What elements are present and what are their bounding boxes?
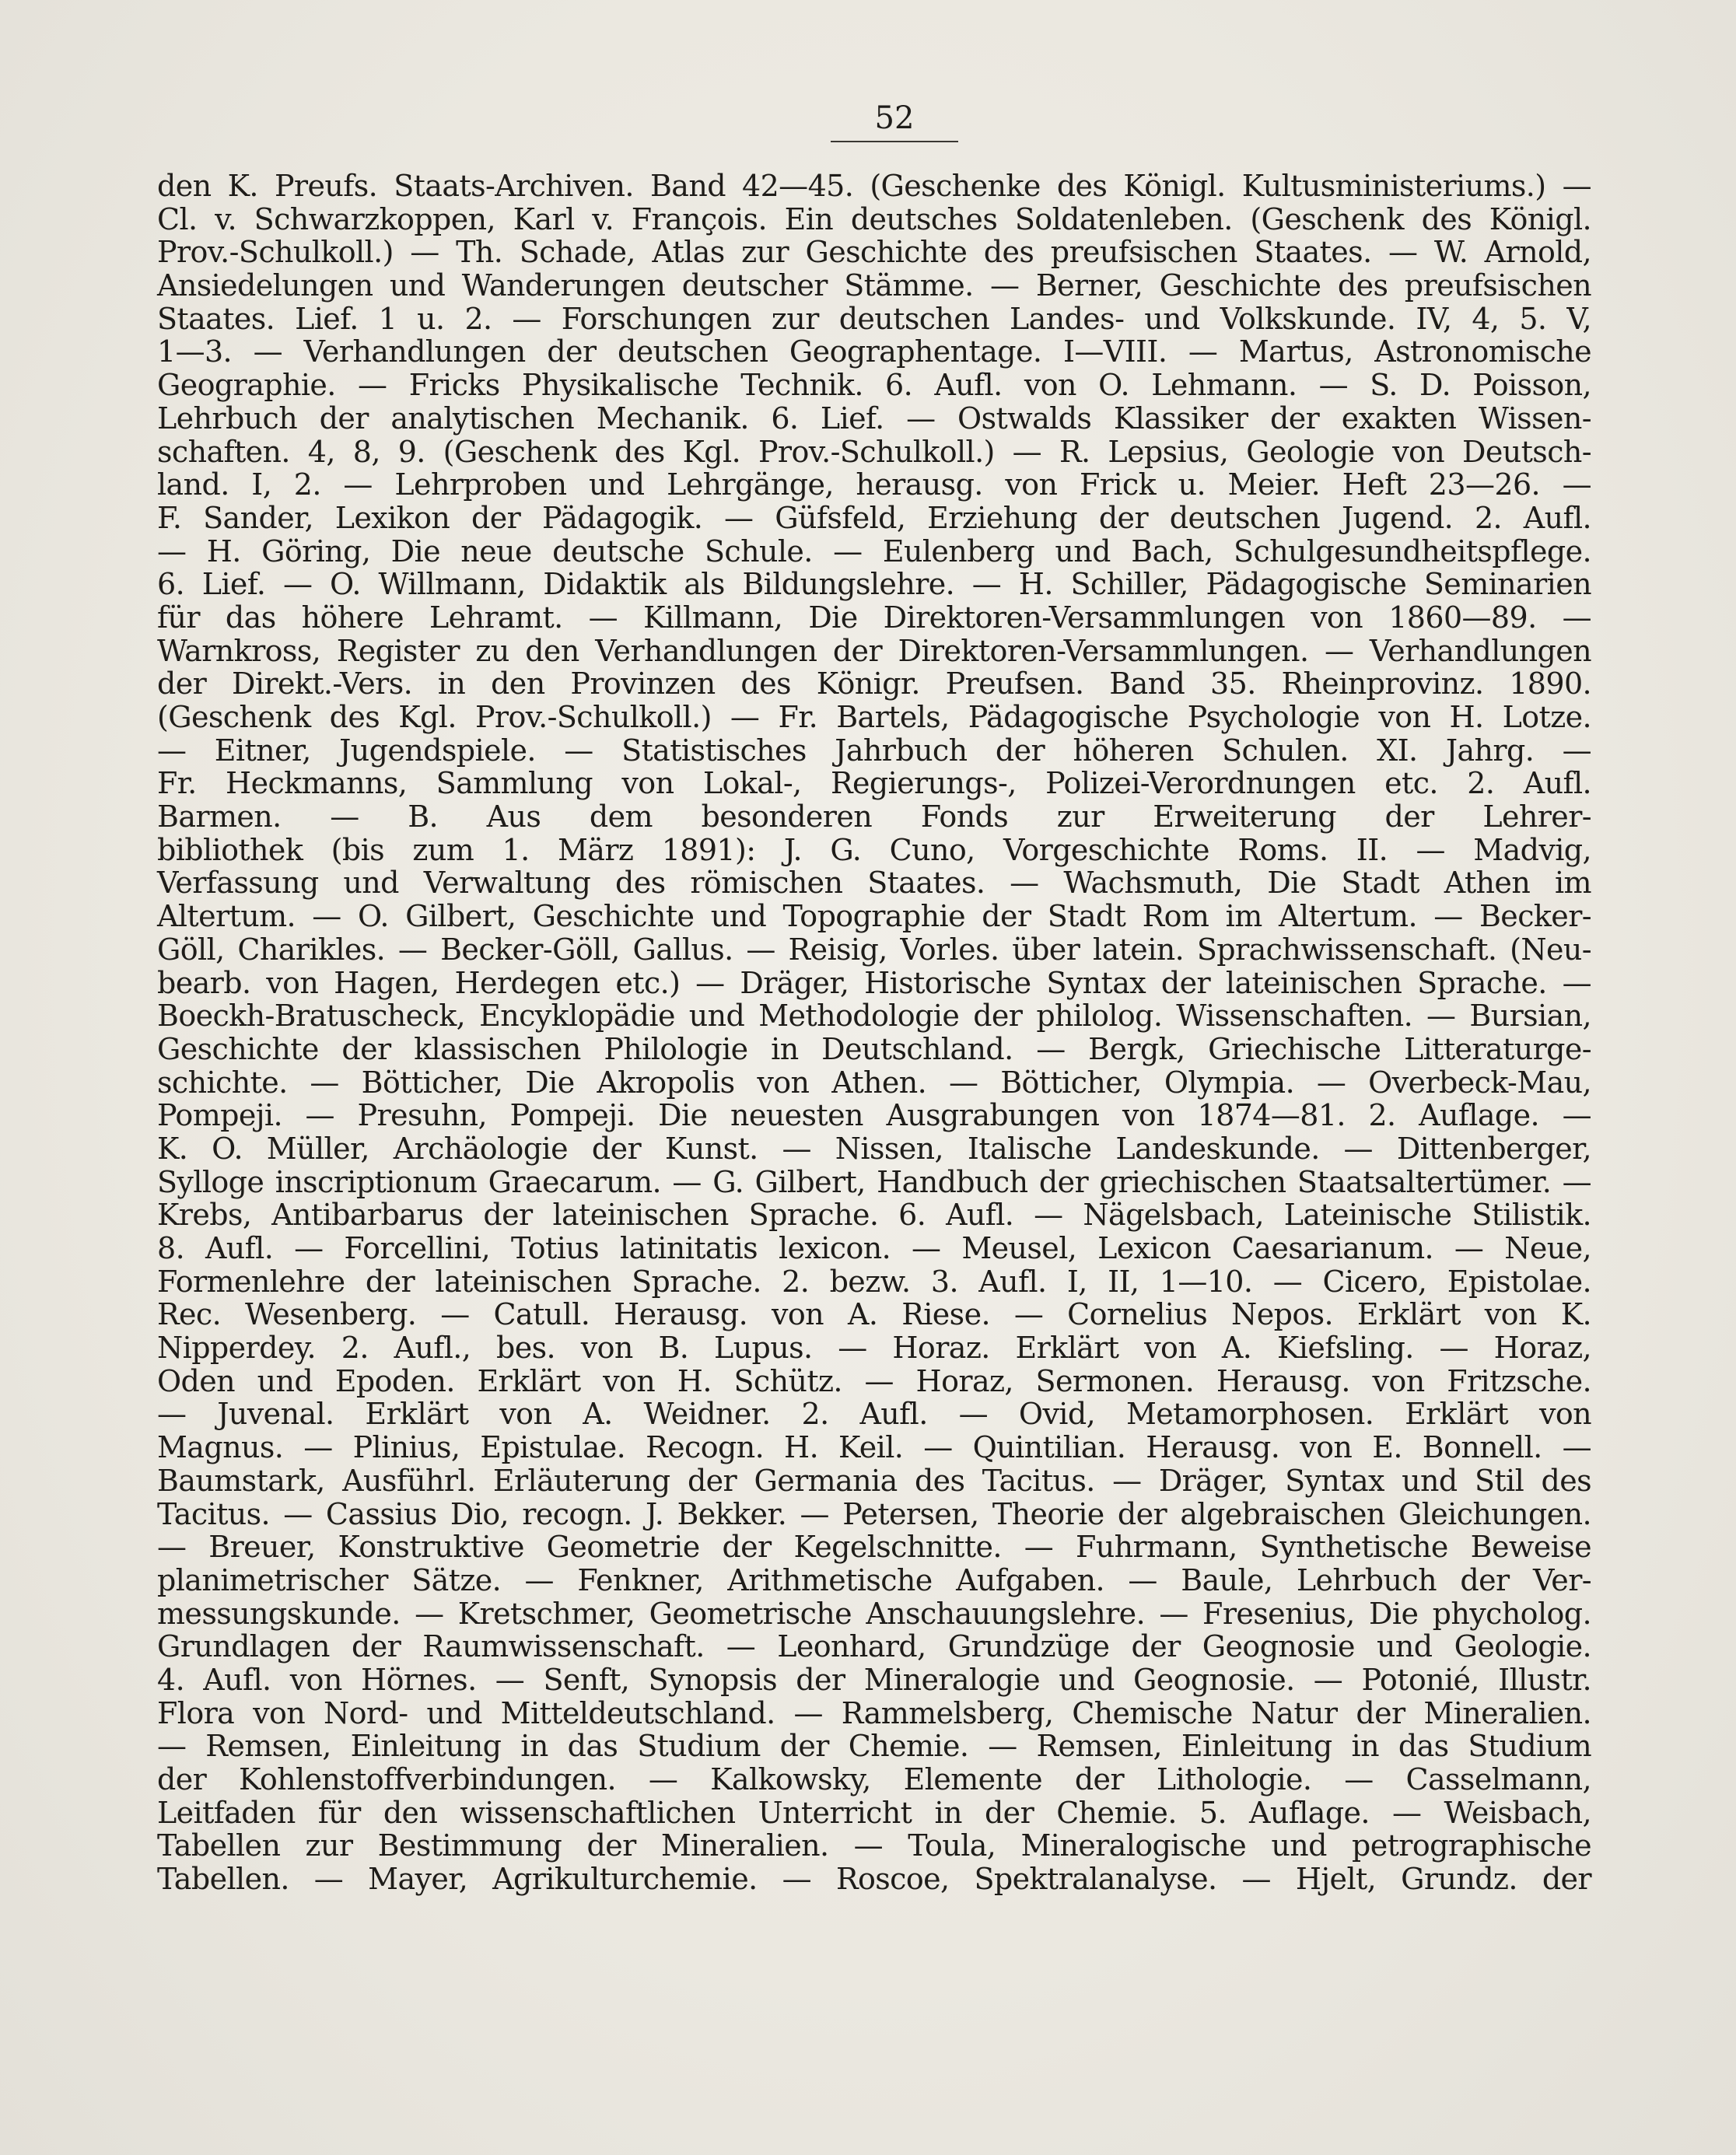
text-line: — Eitner, Jugendspiele. — Statistisches Jahrbuch der höheren Schulen. XI. Jahrg. — [157,733,1591,768]
text-line: Göll, Charikles. — Becker-Göll, Gallus. — Reisig, Vorles. über latein. Sprachwissenschaft. (Neu- [157,932,1591,967]
text-line: Leitfaden für den wissenschaftlichen Unterricht in der Chemie. 5. Auflage. — Weisbach, [157,1795,1591,1830]
text-line: Lehrbuch der analytischen Mechanik. 6. Lief. — Ostwalds Klassiker der exakten Wissen- [157,401,1591,436]
text-line: F. Sander, Lexikon der Pädagogik. — Güfsfeld, Erziehung der deutschen Jugend. 2. Aufl. [157,500,1591,535]
text-line: Grundlagen der Raumwissenschaft. — Leonhard, Grundzüge der Geognosie und Geologie. [157,1629,1591,1664]
text-line: Verfassung und Verwaltung des römischen Staates. — Wachsmuth, Die Stadt Athen im [157,866,1591,901]
text-line: K. O. Müller, Archäologie der Kunst. — Nissen, Italische Landeskunde. — Dittenberger, [157,1131,1591,1166]
text-line: Prov.-Schulkoll.) — Th. Schade, Atlas zur Geschichte des preufsischen Staates. — W. Arnold, [157,235,1591,270]
text-line: Oden und Epoden. Erklärt von H. Schütz. — Horaz, Sermonen. Herausg. von Fritzsche. [157,1363,1591,1398]
text-line: der Direkt.-Vers. in den Provinzen des Königr. Preufsen. Band 35. Rheinprovinz. 1890. [157,666,1591,701]
text-line: Geschichte der klassischen Philologie in Deutschland. — Bergk, Griechische Litteraturge- [157,1031,1591,1066]
text-line: Tabellen zur Bestimmung der Mineralien. — Toula, Mineralogische und petrographische [157,1828,1591,1863]
text-line: (Geschenk des Kgl. Prov.-Schulkoll.) — Fr. Bartels, Pädagogische Psychologie von H. Lotze. [157,700,1591,734]
text-line: Staates. Lief. 1 u. 2. — Forschungen zur deutschen Landes- und Volkskunde. IV, 4, 5. V, [157,301,1591,336]
text-line: Fr. Heckmanns, Sammlung von Lokal-, Regierungs-, Polizei-Verordnungen etc. 2. Aufl. [157,766,1591,801]
text-line: Pompeji. — Presuhn, Pompeji. Die neuesten Ausgrabungen von 1874—81. 2. Auflage. — [157,1098,1591,1133]
text-line: Tacitus. — Cassius Dio, recogn. J. Bekker. — Petersen, Theorie der algebraischen Gleichungen. [157,1496,1591,1531]
text-line: — Juvenal. Erklärt von A. Weidner. 2. Aufl. — Ovid, Metamorphosen. Erklärt von [157,1397,1591,1432]
text-line: schaften. 4, 8, 9. (Geschenk des Kgl. Prov.-Schulkoll.) — R. Lepsius, Geologie von Deutsch- [157,434,1591,469]
text-line: messungskunde. — Kretschmer, Geometrische Anschauungslehre. — Fresenius, Die phycholog. [157,1596,1591,1631]
text-line: schichte. — Bötticher, Die Akropolis von Athen. — Bötticher, Olympia. — Overbeck-Mau, [157,1065,1591,1100]
text-line: — Breuer, Konstruktive Geometrie der Kegelschnitte. — Fuhrmann, Synthetische Beweise [157,1530,1591,1565]
page-number: 52 [874,100,915,136]
text-line: land. I, 2. — Lehrproben und Lehrgänge, herausg. von Frick u. Meier. Heft 23—26. — [157,467,1591,502]
text-line: Barmen. — B. Aus dem besonderen Fonds zur Erweiterung der Lehrer- [157,799,1591,834]
text-line: 4. Aufl. von Hörnes. — Senft, Synopsis der Mineralogie und Geognosie. — Potonié, Illustr. [157,1662,1591,1697]
text-line: für das höhere Lehramt. — Killmann, Die Direktoren-Versammlungen von 1860—89. — [157,600,1591,635]
text-line: Tabellen. — Mayer, Agrikulturchemie. — Roscoe, Spektralanalyse. — Hjelt, Grundz. der [157,1862,1591,1897]
text-line: Ansiedelungen und Wanderungen deutscher Stämme. — Berner, Geschichte des preufsischen [157,268,1591,303]
text-line: Sylloge inscriptionum Graecarum. — G. Gilbert, Handbuch der griechischen Staatsaltertümer. — [157,1164,1591,1199]
text-line: — H. Göring, Die neue deutsche Schule. — Eulenberg und Bach, Schulgesundheitspflege. [157,534,1591,568]
text-line: Geographie. — Fricks Physikalische Technik. 6. Aufl. von O. Lehmann. — S. D. Poisson, [157,368,1591,403]
text-line: bearb. von Hagen, Herdegen etc.) — Dräger, Historische Syntax der lateinischen Sprache. — [157,965,1591,1000]
body-text [157,170,1591,1896]
text-line: Magnus. — Plinius, Epistulae. Recogn. H. Keil. — Quintilian. Herausg. von E. Bonnell. — [157,1430,1591,1465]
text-line: Altertum. — O. Gilbert, Geschichte und Topographie der Stadt Rom im Altertum. — Becker- [157,899,1591,934]
text-line: Nipperdey. 2. Aufl., bes. von B. Lupus. — Horaz. Erklärt von A. Kiefsling. — Horaz, [157,1331,1591,1366]
text-line: Baumstark, Ausführl. Erläuterung der Germania des Tacitus. — Dräger, Syntax und Stil des [157,1463,1591,1498]
text-line: Formenlehre der lateinischen Sprache. 2. bezw. 3. Aufl. I, II, 1—10. — Cicero, Epistolae. [157,1264,1591,1299]
text-line: — Remsen, Einleitung in das Studium der Chemie. — Remsen, Einleitung in das Studium [157,1729,1591,1764]
text-line: 1—3. — Verhandlungen der deutschen Geographentage. I—VIII. — Martus, Astronomische [157,334,1591,369]
text-line: 8. Aufl. — Forcellini, Totius latinitatis lexicon. — Meusel, Lexicon Caesarianum. — Neue, [157,1231,1591,1265]
text-line: Boeckh-Bratuscheck, Encyklopädie und Methodologie der philolog. Wissenschaften. — Bursian, [157,999,1591,1034]
text-line: bibliothek (bis zum 1. März 1891): J. G. Cuno, Vorgeschichte Roms. II. — Madvig, [157,832,1591,867]
text-line: Krebs, Antibarbarus der lateinischen Sprache. 6. Aufl. — Nägelsbach, Lateinische Stilistik. [157,1198,1591,1233]
text-line: planimetrischer Sätze. — Fenkner, Arithmetische Aufgaben. — Baule, Lehrbuch der Ver- [157,1562,1591,1597]
text-line: Warnkross, Register zu den Verhandlungen der Direktoren-Versammlungen. — Verhandlungen [157,633,1591,668]
page-number-rule [831,141,958,142]
text-line: Cl. v. Schwarzkoppen, Karl v. François. Ein deutsches Soldatenleben. (Geschenk des Königl. [157,201,1591,236]
text-line: Flora von Nord- und Mitteldeutschland. — Rammelsberg, Chemische Natur der Mineralien. [157,1695,1591,1730]
text-line: der Kohlenstoffverbindungen. — Kalkowsky, Elemente der Lithologie. — Casselmann, [157,1762,1591,1796]
text-line: Rec. Wesenberg. — Catull. Herausg. von A. Riese. — Cornelius Nepos. Erklärt von K. [157,1297,1591,1332]
text-line: 6. Lief. — O. Willmann, Didaktik als Bildungslehre. — H. Schiller, Pädagogische Seminarien [157,567,1591,602]
text-line: den K. Preufs. Staats-Archiven. Band 42—45. (Geschenke des Königl. Kultusministeriums.) — [157,169,1591,203]
